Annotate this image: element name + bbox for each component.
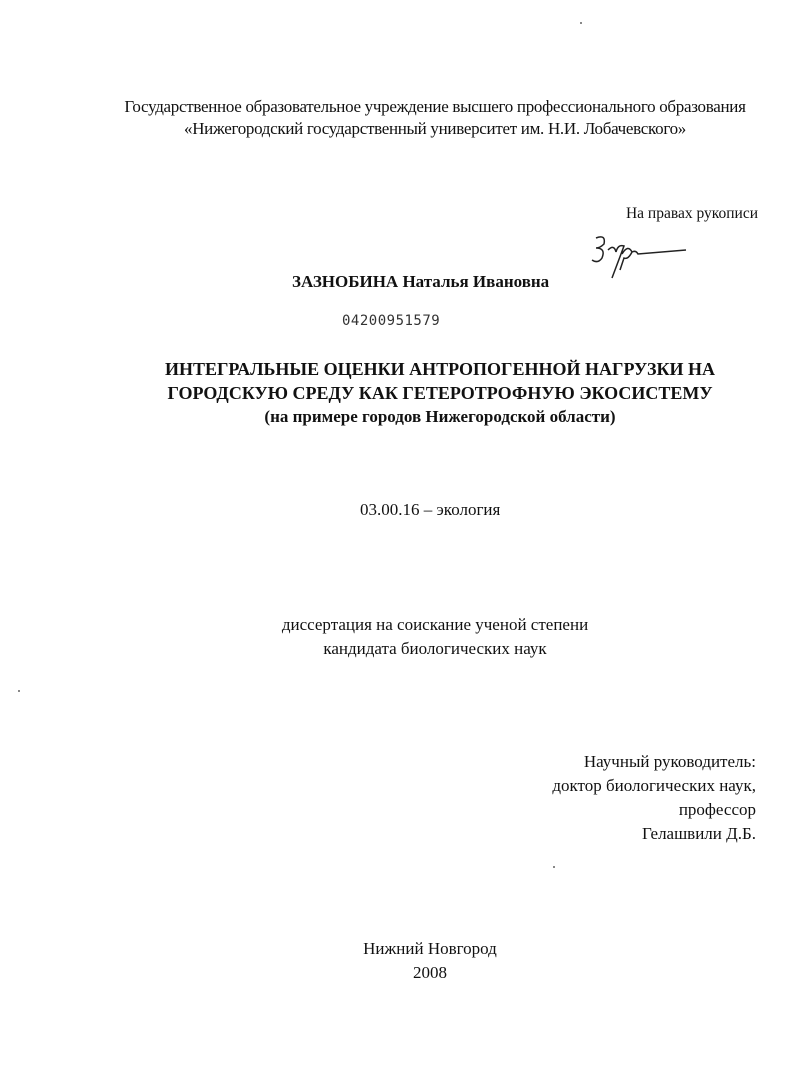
- title-line-1: ИНТЕГРАЛЬНЫЕ ОЦЕНКИ АНТРОПОГЕННОЙ НАГРУЗКИ НА: [164, 359, 716, 379]
- title-subtitle: (на примере городов Нижегородской области): [264, 407, 616, 426]
- specialty: 03.00.16 – экология: [360, 500, 501, 519]
- author-name: ЗАЗНОБИНА Наталья Ивановна: [292, 272, 550, 291]
- title-line-2: ГОРОДСКУЮ СРЕДУ КАК ГЕТЕРОТРОФНУЮ ЭКОСИСТЕМУ: [167, 383, 713, 403]
- rights-note: На правах рукописи: [625, 205, 758, 222]
- dissertation-line-2: кандидата биологических наук: [323, 639, 547, 658]
- organization-line-1: Государственное образовательное учреждение высшего профессионального образования: [124, 97, 746, 116]
- supervisor-title: профессор: [678, 800, 756, 819]
- place-and-year: [330, 937, 530, 985]
- signature-icon: [588, 232, 688, 282]
- supervisor-degree: доктор биологических наук,: [552, 776, 756, 795]
- dissertation-line-1: диссертация на соискание ученой степени: [281, 615, 589, 634]
- dissertation-title: [140, 357, 740, 429]
- dissertation-type: [260, 613, 610, 661]
- supervisor-label: Научный руководитель:: [583, 752, 756, 771]
- organization: [100, 96, 770, 140]
- scan-speck: [580, 22, 582, 24]
- supervisor: [552, 750, 756, 846]
- scan-speck: [18, 690, 20, 692]
- organization-line-2: «Нижегородский государственный университет им. Н.И. Лобачевского»: [184, 119, 686, 138]
- catalog-number: 04200951579: [342, 313, 441, 329]
- supervisor-name: Гелашвили Д.Б.: [641, 824, 756, 843]
- place: Нижний Новгород: [363, 939, 497, 958]
- scan-speck: [553, 866, 555, 868]
- year: 2008: [413, 963, 447, 982]
